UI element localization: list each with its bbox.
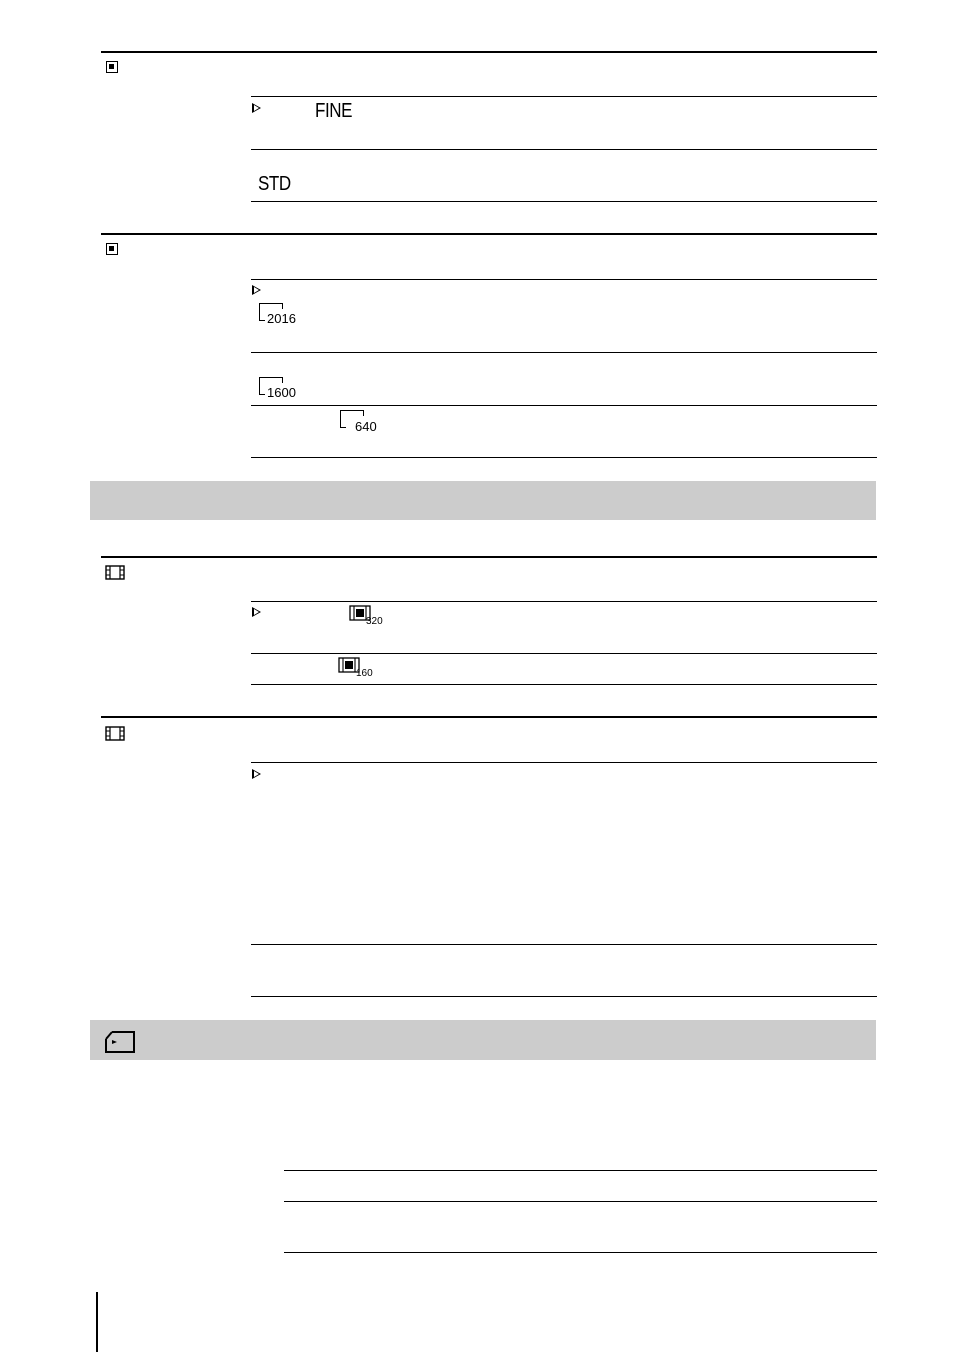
row-rule [251, 653, 877, 654]
quality-std-label: STD [258, 173, 291, 195]
row-rule [251, 405, 877, 406]
image-size-640-label: 640 [355, 419, 377, 434]
image-size-2016-label: 2016 [267, 311, 296, 326]
movie-icon [105, 726, 125, 741]
still-image-icon [106, 243, 118, 255]
section-header-band [90, 1020, 876, 1060]
row-rule [284, 1170, 877, 1171]
default-marker-icon [252, 607, 261, 617]
default-marker-icon [252, 285, 261, 295]
row-rule [251, 996, 877, 997]
section-rule [101, 716, 877, 718]
memory-card-icon [104, 1031, 136, 1053]
row-rule [251, 601, 877, 602]
row-rule [251, 279, 877, 280]
row-rule [251, 457, 877, 458]
quality-fine-label: FINE [315, 100, 353, 122]
row-rule [251, 684, 877, 685]
row-rule [251, 762, 877, 763]
row-rule [251, 944, 877, 945]
row-rule [251, 201, 877, 202]
row-rule [284, 1252, 877, 1253]
default-marker-icon [252, 103, 261, 113]
movie-size-160-label: 160 [356, 668, 373, 679]
default-marker-icon [252, 769, 261, 779]
movie-size-320-label: 320 [366, 616, 383, 627]
image-size-1600-label: 1600 [267, 385, 296, 400]
page-margin-line [96, 1292, 98, 1352]
section-rule [101, 233, 877, 235]
row-rule [251, 149, 877, 150]
section-header-band [90, 481, 876, 520]
section-rule [101, 51, 877, 53]
movie-icon [105, 565, 125, 580]
section-rule [101, 556, 877, 558]
row-rule [251, 352, 877, 353]
still-image-icon [106, 61, 118, 73]
row-rule [251, 96, 877, 97]
row-rule [284, 1201, 877, 1202]
